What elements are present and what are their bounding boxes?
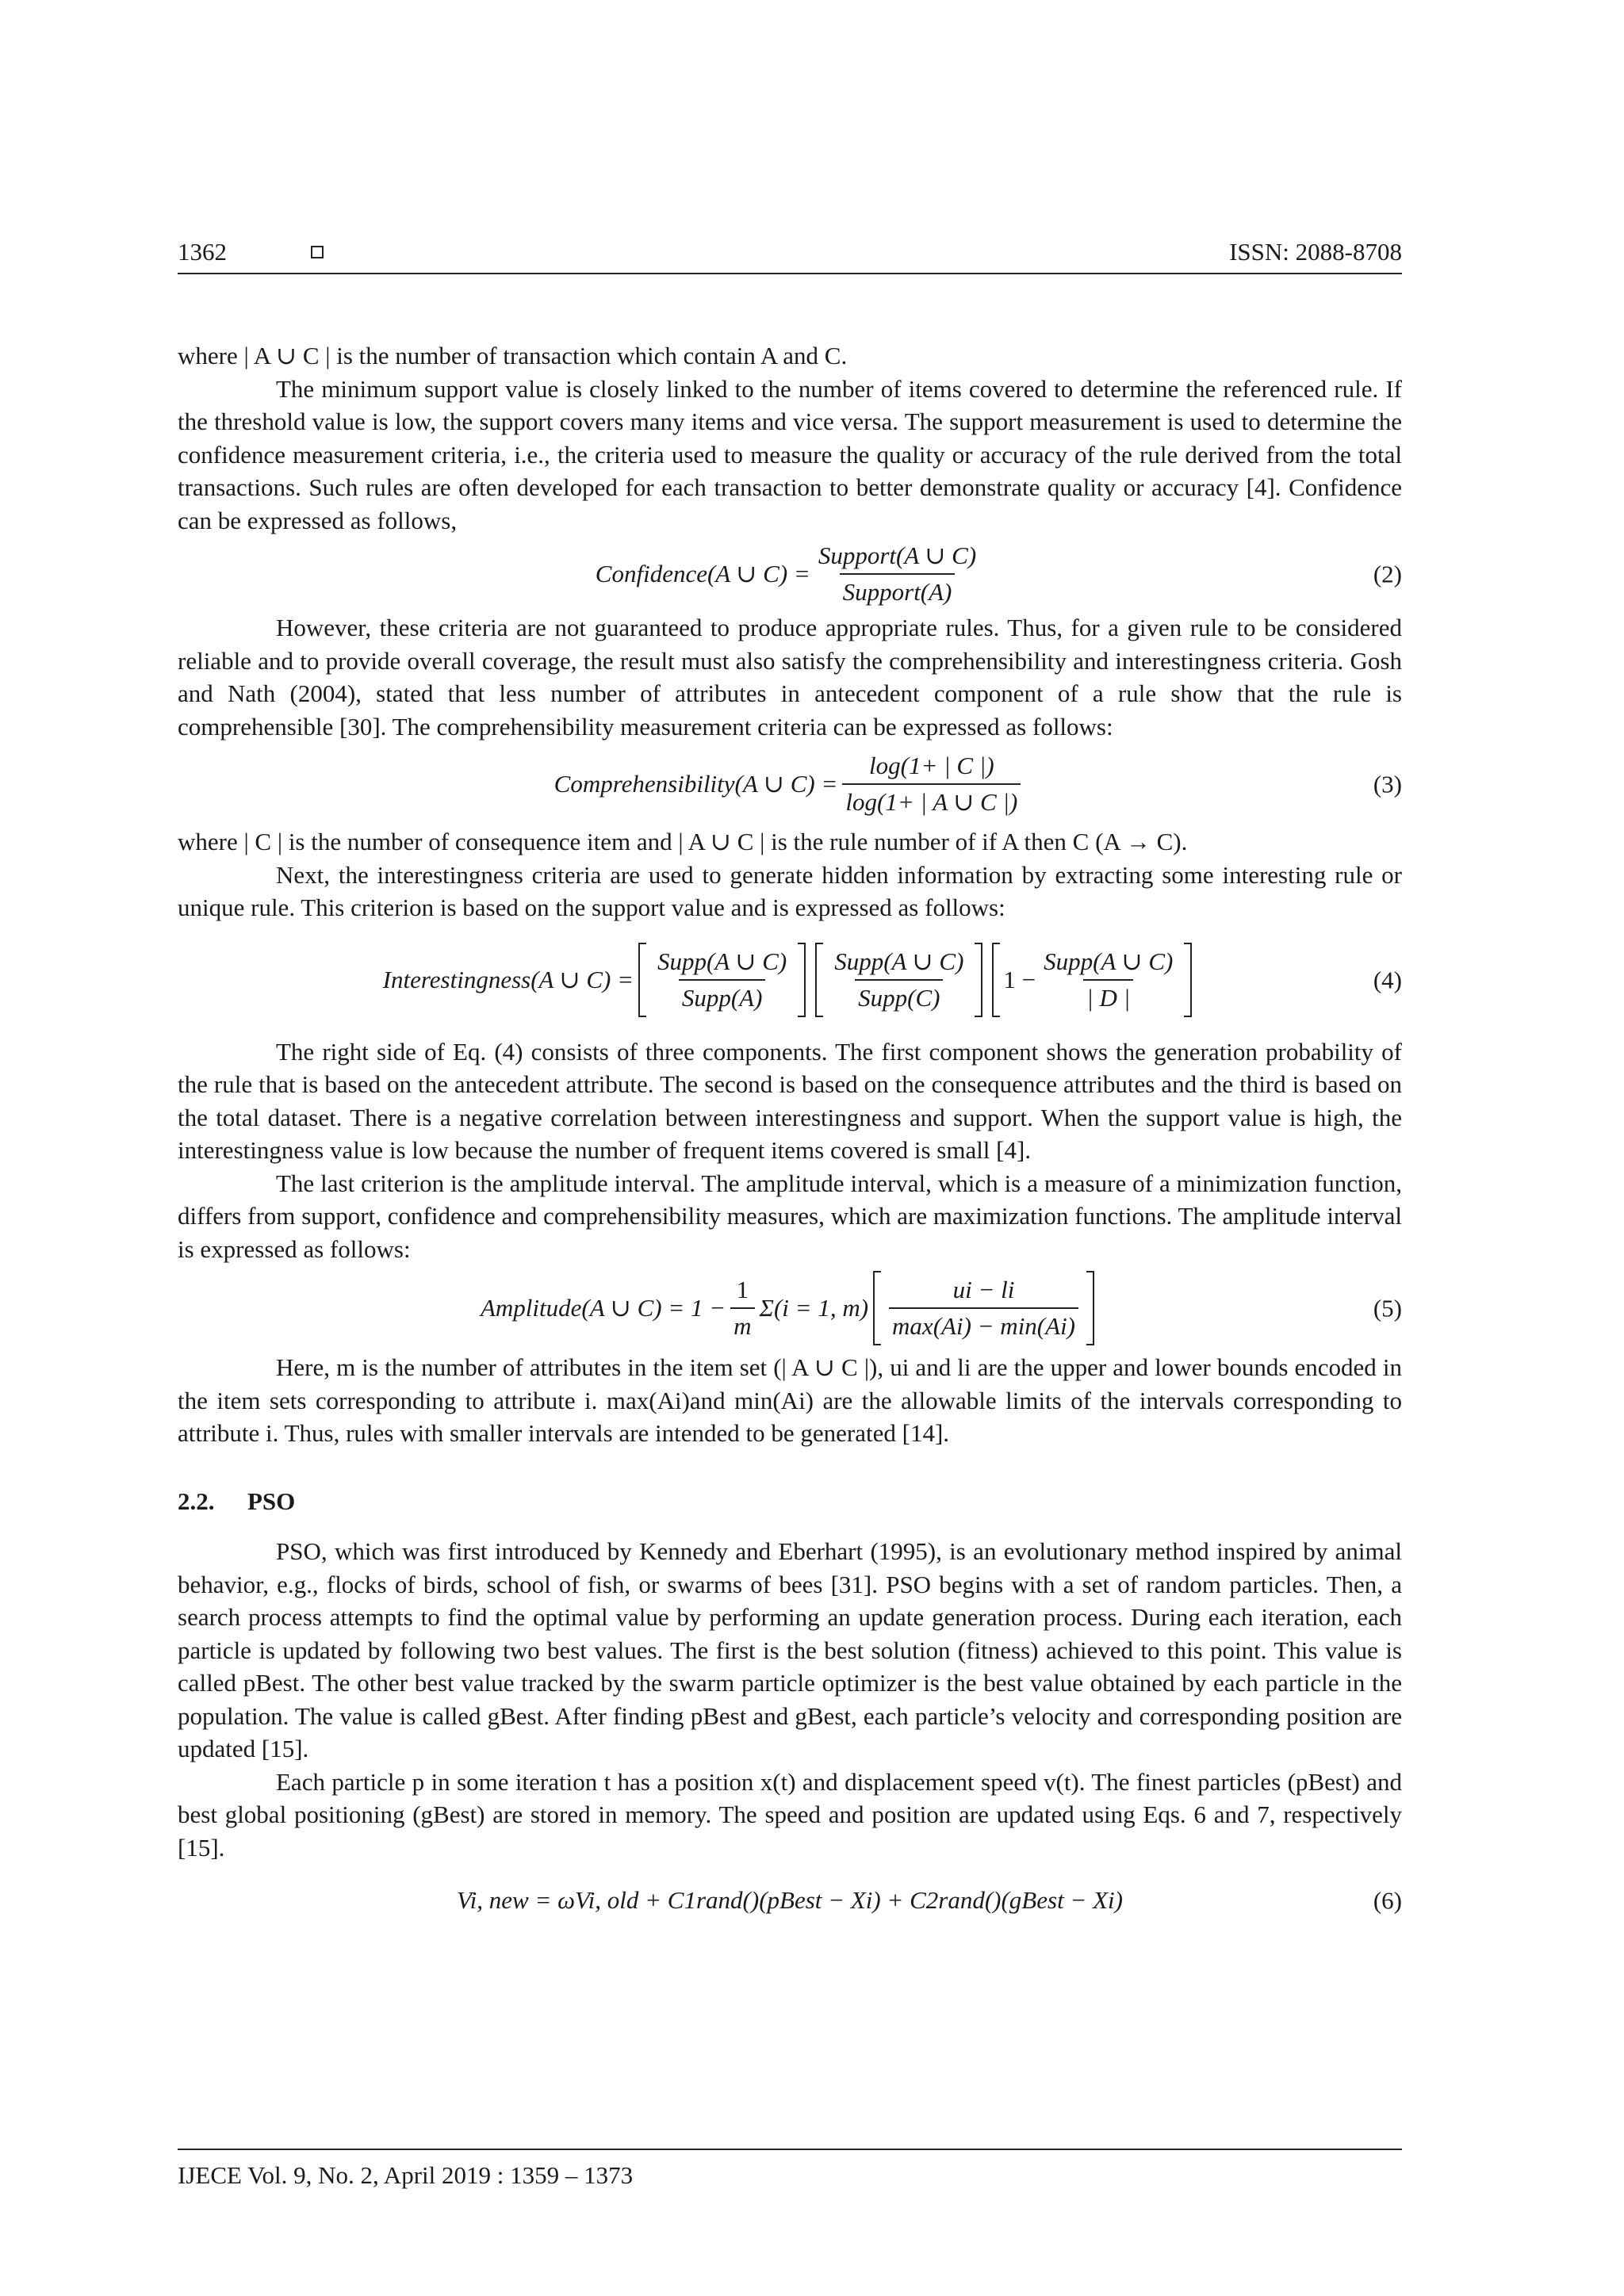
eq5-f2-denominator: max(Ai) − min(Ai) (889, 1307, 1078, 1341)
page-body (178, 339, 1402, 1937)
paragraph-10: Each particle p in some iteration t has a position x(t) and displacement speed v(t). The finest particles (pBest) and best global positioning (gBest) are stored in memory. The speed and position are updated using Eqs. 6 and 7, respectively [15]. (178, 1767, 1402, 1862)
paragraph-6: The right side of Eq. (4) consists of three components. The first component shows the generation probability of the rule that is based on the antecedent attribute. The second is based on the consequence attributes and the third is based on the total dataset. There is a negative correlation between interestingness and support. When the support value is high, the interestingness value is low because the number of frequent items covered is small [4]. (178, 1037, 1402, 1164)
paper-page (178, 0, 1402, 2296)
page-number: 1362 (178, 238, 227, 266)
equation-4 (178, 924, 1402, 1035)
paragraph-2: The minimum support value is closely linked to the number of items covered to determine the referenced rule. If the threshold value is low, the support covers many items and vice versa. The support measurement is used to determine the confidence measurement criteria, i.e., the criteria used to measure the quality or accuracy of the rule derived from the total transactions. Such rules are often developed for each transaction to better demonstrate quality or accuracy [4]. Confidence can be expressed as follows, (178, 374, 1402, 534)
eq5-fraction-1 (730, 1276, 754, 1341)
eq3-label: (3) (1373, 770, 1402, 798)
paragraph-1: where | A ∪ C | is the number of transaction which contain A and C. (178, 342, 848, 369)
eq4-f1-numerator: Supp(A ∪ C) (657, 947, 787, 975)
eq5-sum: Σ(i = 1, m) (759, 1294, 869, 1322)
issn: ISSN: 2088-8708 (1229, 238, 1402, 266)
eq5-fraction-2 (889, 1276, 1078, 1341)
paragraph-9: PSO, which was first introduced by Kennedy and Eberhart (1995), is an evolutionary method inspired by animal behavior, e.g., flocks of birds, school of fish, or swarms of bees [31]. PSO begins with a set of random particles. Then, a search process attempts to find the optimal value by performing an update generation process. During each iteration, each particle is updated by following two best values. The first is the best solution (fitness) achieved to this point. This value is called pBest. The other best value tracked by the swarm particle optimizer is the best value obtained by each particle in the population. The value is called gBest. After finding pBest and gBest, each particle’s velocity and corresponding position are updated [15]. (178, 1537, 1402, 1762)
section-number: 2.2. (178, 1487, 215, 1515)
eq4-label: (4) (1373, 965, 1402, 993)
eq2-lhs: Confidence(A ∪ C) = (595, 560, 810, 588)
eq3-denominator: log(1+ | A ∪ C |) (842, 783, 1021, 817)
eq5-label: (5) (1373, 1294, 1402, 1322)
equation-2 (178, 537, 1402, 611)
eq6-expression: Vi, new = ωVi, old + C1rand()(pBest − Xi) + C2rand()(gBest − Xi) (457, 1886, 1123, 1915)
eq4-f3-denominator: | D | (1083, 979, 1133, 1012)
equation-5 (178, 1265, 1402, 1351)
eq4-f2-numerator: Supp(A ∪ C) (834, 947, 964, 975)
eq4-fraction-1 (654, 947, 790, 1012)
eq4-one-minus: 1 − (1003, 965, 1036, 993)
section-heading (178, 1485, 1402, 1518)
eq4-fraction-2 (831, 947, 967, 1012)
page-footer (178, 2149, 1402, 2190)
paragraph-3: However, these criteria are not guaranteed to produce appropriate rules. Thus, for a given rule to be considered reliable and to provide overall coverage, the result must also satisfy the comprehensibility and interestingness criteria. Gosh and Nath (2004), stated that less number of attributes in antecedent component of a rule show that the rule is comprehensible [30]. The comprehensibility measurement criteria can be expressed as follows: (178, 614, 1402, 740)
eq2-label: (2) (1373, 560, 1402, 588)
eq2-fraction (815, 541, 979, 607)
section-title: PSO (247, 1487, 296, 1515)
eq3-lhs: Comprehensibility(A ∪ C) = (553, 770, 838, 798)
eq3-fraction (842, 752, 1021, 817)
eq5-f1-denominator: m (730, 1307, 754, 1341)
eq5-f2-numerator: ui − li (952, 1276, 1015, 1303)
eq5-f1-numerator: 1 (736, 1276, 749, 1303)
paragraph-4: where | C | is the number of consequence item and | A ∪ C | is the rule number of if A then C (A → C). (178, 828, 1188, 855)
eq4-bracket-2 (815, 947, 982, 1012)
eq2-numerator: Support(A ∪ C) (818, 541, 977, 569)
eq4-bracket-3 (992, 947, 1192, 1012)
square-icon (311, 246, 324, 258)
eq5-lhs: Amplitude(A ∪ C) = 1 − (480, 1294, 726, 1322)
footer-citation: IJECE Vol. 9, No. 2, April 2019 : 1359 – 1373 (178, 2161, 634, 2189)
paragraph-8: Here, m is the number of attributes in the item set (| A ∪ C |), ui and li are the upper and lower bounds encoded in the item sets corresponding to attribute i. max(Ai)and min(Ai) are the allowable limits of the intervals corresponding to attribute i. Thus, rules with smaller intervals are intended to be generated [14]. (178, 1353, 1402, 1447)
eq4-f1-denominator: Supp(A) (679, 979, 766, 1012)
page-header (178, 238, 1402, 274)
paragraph-5: Next, the interestingness criteria are used to generate hidden information by extracting some interesting rule or unique rule. This criterion is based on the support value and is expressed as follows: (178, 860, 1402, 921)
equation-6 (178, 1864, 1402, 1937)
equation-3 (178, 743, 1402, 825)
eq4-fraction-3 (1040, 947, 1176, 1012)
eq4-f3-numerator: Supp(A ∪ C) (1044, 947, 1174, 975)
eq4-lhs: Interestingness(A ∪ C) = (382, 965, 634, 993)
paragraph-7: The last criterion is the amplitude interval. The amplitude interval, which is a measure of a minimization function, differs from support, confidence and comprehensibility measures, which are maximization functions. The amplitude interval is expressed as follows: (178, 1169, 1402, 1263)
eq4-f2-denominator: Supp(C) (855, 979, 943, 1012)
eq5-bracket (873, 1276, 1094, 1341)
eq2-denominator: Support(A) (840, 573, 956, 607)
eq6-label: (6) (1373, 1886, 1402, 1915)
eq4-bracket-1 (638, 947, 806, 1012)
eq3-numerator: log(1+ | C |) (869, 752, 994, 779)
